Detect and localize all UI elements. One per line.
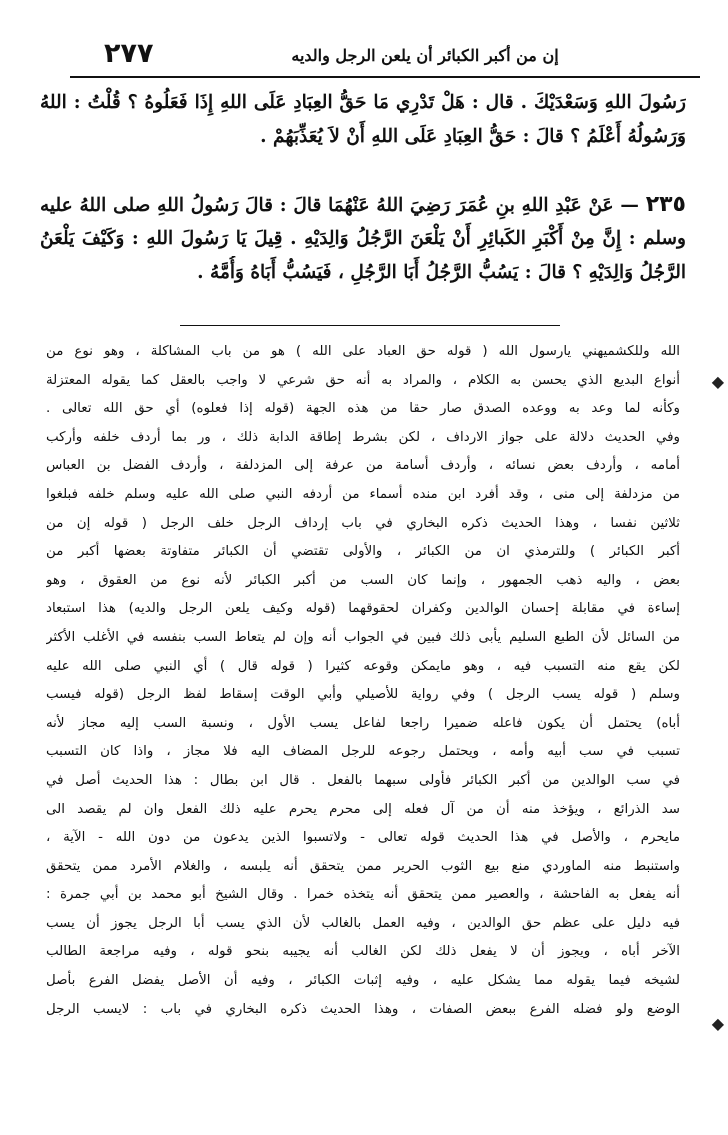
commentary-line: سد الذرائع ، ويؤخذ منه أن من آل فعله إلى محرم يحرم عليه ذلك الفعل وان لم يقصد الى [46,801,680,817]
commentary-line: بعض ، واليه ذهب الجمهور ، وإنما كان السب من أكبر الكبائر لأنه نوع من العقوق ، وهو [46,572,680,588]
commentary-line: من مزدلفة إلى منى ، وقد أفرد ابن منده أسماء من أردفه النبي صلى الله عليه وسلم خلفه فبلغوا [46,486,680,502]
previous-hadith-ending [40,86,686,154]
commentary-line: الآخر أباه ، ويجوز أن لا يفعل ذلك لكن الغالب أنه يجيبه بنحو قوله ، وفيه مراجعة الطالب [46,944,680,960]
commentary-line [46,1081,680,1110]
hadith-line: وسلم : إِنَّ مِنْ أَكْبَرِ الكَبائِرِ أَنْ يَلْعَنَ الرَّجُلُ وَالِدَيْهِ . قِيلَ يَا رَسُولَ اللهِ : وَكَيْفَ يَلْعَنُ [40,228,686,249]
commentary-line [46,1053,680,1082]
commentary-line: واستنبط منه الماوردي منع بيع الثوب الحرير ممن يتحقق أنه يلبسه ، والغلام الأمرد ممن يتحقق [46,858,680,874]
commentary-line: الوضع ولو فضله الفرع ببعض الصفات ، وهذا الحديث ذكره البخاري في باب : لايسب الرجل [46,1001,680,1017]
commentary-line: أنه يفعل به الفاحشة ، والعصير ممن يتحقق أنه يتخذه خمرا . وقال الشيخ أبو محمد بن أبي جمرة : [46,887,680,903]
commentary-line: أباه) يحتمل أن يكون فاعله ضميرا راجعا لفاعل يسب الأول ، ونسبة السب إليه مجاز لأنه [46,715,680,731]
hadith-line: رَسُولَ اللهِ وَسَعْدَيْكَ . قال : هَلْ تَدْرِي مَا حَقُّ العِبَادِ عَلَى اللهِ إِذَا فَعَلُوهُ ؟ قُلْتُ : اللهُ [40,92,686,113]
hadith-235 [40,188,686,290]
hadith-line: وَرَسُولُهُ أَعْلَمُ ؟ قالَ : حَقُّ العِبَادِ عَلَى اللهِ أَنْ لاَ يُعَذِّبَهُمْ . [260,126,686,147]
commentary-line: وسلم ( قوله يسب الرجل ) وفي رواية للأصيلي وأبي الوقت إسقاط لفظ الرجل (قوله فيسب [46,687,680,703]
commentary-line [46,1024,680,1053]
commentary-line: لكن يقع منه التسبب فيه ، وهو مايمكن وقوعه كثيرا ( قوله قال ) أي النبي صلى الله عليه [46,658,680,674]
commentary-line: مايحرم ، والأصل في هذا الحديث قوله تعالى - ولاتسبوا الذين يدعون من دون الله - الآية ، [46,830,680,846]
page-header [70,38,700,78]
commentary-line: في سب الوالدين من أكبر الكبائر فأولى سبهما بالفعل . قال ابن بطال : هذا الحديث أصل في [46,772,680,788]
hadith-number: ٢٣٥ [645,192,686,217]
commentary-line: ثلاثين نفسا ، وهذا الحديث ذكره البخاري في باب إرداف الرجل خلف الرجل ( قوله إن من [46,515,680,531]
commentary-line: وفي الحديث دلالة على جواز الارداف ، لكن بشرط إطاقة الدابة ذلك ، ور بما أردف خلفه وأركب [46,429,680,445]
hadith-line [40,188,686,222]
commentary-line: وكأنه لما وعد به ووعده الصدق صار حقا من هذه الجهة (قوله إذا فعلوه) أي حق الله تعالى . [46,401,680,417]
commentary-line: تسبب في سب أبيه وأمه ، ويحتمل رجوعه للرجل المضاف اليه فلا مجاز ، واذا كان التسبب [46,744,680,760]
margin-mark-icon: ◆ [711,372,724,391]
commentary [46,338,680,1110]
commentary-line: أمامه ، وأردف بعض نسائه ، وأردف أسامة من عرفة إلى المزدلفة ، وأردف الفضل بن العباس [46,458,680,474]
hadith-text: — عَنْ عَبْدِ اللهِ بنِ عُمَرَ رَضِيَ اللهُ عَنْهُمَا قالَ : قالَ رَسُولُ اللهِ صلى اللهُ عليه [40,195,639,216]
hadith-line: الرَّجُلُ وَالِدَيْهِ ؟ قالَ : يَسُبُّ الرَّجُلُ أَبَا الرَّجُلِ ، فَيَسُبُّ أَبَاهُ وَأُمَّهُ . [197,262,686,283]
commentary-line: أنواع البديع الذي يحسن به الكلام ، والمراد به أنه حق شرعي لا واجب بالعقل كما يقوله المعتزلة [46,372,680,388]
commentary-line: من السائل لأن الطبع السليم يأبى ذلك فبين في الجواب أنه وإن لم يتعاط السب بنفسه في الأغلب الأكثر [46,629,680,645]
commentary-line: إساءة في مقابلة إحسان الوالدين وكفران لحقوقهما (قوله وكيف يلعن الرجل والديه) هذا استبعاد [46,601,680,617]
section-divider [180,325,560,326]
commentary-line: أكبر الكبائر ) وللترمذي ان من الكبائر ، والأولى تقتضي أن الكبائر متفاوتة بعضها أكبر من [46,544,680,560]
running-title: إن من أكبر الكبائر أن يلعن الرجل والديه [291,46,559,65]
margin-mark-icon: ◆ [711,1014,724,1033]
commentary-line: لشيخه فيما يقوله مما يشكل عليه ، وفيه إثبات الكبائر ، وفيه أن الأصل يفضل الفرع بأصل [46,973,680,989]
commentary-line: الله وللكشميهني يارسول الله ( قوله حق العباد على الله ) هو من باب المشاكلة ، وهو نوع من [46,344,680,359]
page-number: ٢٧٧ [104,38,154,69]
commentary-line: فيه دليل على عظم حق الوالدين ، وفيه العمل بالغالب لأن الذي يسب أبا الرجل يجوز أن يسب [46,915,680,931]
